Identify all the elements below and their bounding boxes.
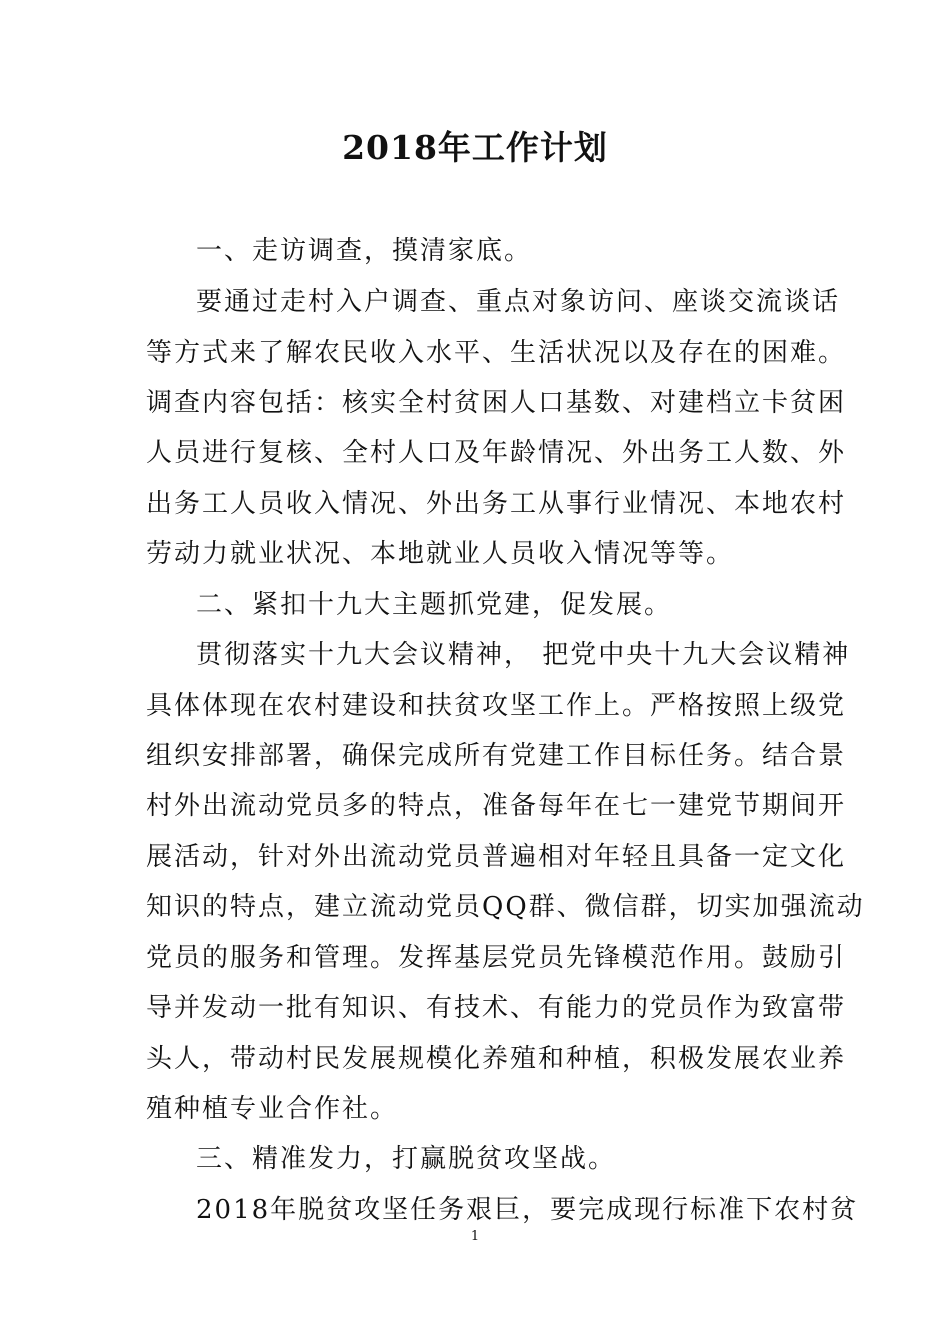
paragraph-line: 村外出流动党员多的特点，准备每年在七一建党节期间开 <box>146 791 847 821</box>
paragraph-line: 调查内容包括：核实全村贫困人口基数、对建档立卡贫困 <box>146 388 847 418</box>
paragraph-line: 组织安排部署，确保完成所有党建工作目标任务。结合景 <box>146 741 847 771</box>
paragraph-line: 人员进行复核、全村人口及年龄情况、外出务工人数、外 <box>146 438 847 468</box>
paragraph-line: 贯彻落实十九大会议精神， 把党中央十九大会议精神 <box>196 640 851 670</box>
paragraph-line: 劳动力就业状况、本地就业人员收入情况等等。 <box>146 539 735 569</box>
paragraph-line: 导并发动一批有知识、有技术、有能力的党员作为致富带 <box>146 993 847 1023</box>
page-number: 1 <box>470 1229 480 1244</box>
paragraph-line: 展活动，针对外出流动党员普遍相对年轻且具备一定文化 <box>146 842 847 872</box>
section-heading-1: 一、走访调查，摸清家底。 <box>196 236 533 266</box>
paragraph-line: 具体体现在农村建设和扶贫攻坚工作上。严格按照上级党 <box>146 691 847 721</box>
section-heading-3: 三、精准发力，打赢脱贫攻坚战。 <box>196 1144 617 1174</box>
paragraph-line: 知识的特点，建立流动党员QQ群、微信群，切实加强流动 <box>146 892 865 922</box>
section-heading-2: 二、紧扣十九大主题抓党建，促发展。 <box>196 590 673 620</box>
paragraph-line: 要通过走村入户调查、重点对象访问、座谈交流谈话 <box>196 287 841 317</box>
paragraph-line: 头人，带动村民发展规模化养殖和种植，积极发展农业养 <box>146 1044 847 1074</box>
paragraph-line: 殖种植专业合作社。 <box>146 1094 399 1124</box>
paragraph-line: 等方式来了解农民收入水平、生活状况以及存在的困难。 <box>146 338 847 368</box>
paragraph-line: 出务工人员收入情况、外出务工从事行业情况、本地农村 <box>146 489 847 519</box>
paragraph-line: 2018年脱贫攻坚任务艰巨，要完成现行标准下农村贫 <box>196 1195 859 1225</box>
document-title: 2018年工作计划 <box>342 128 608 167</box>
paragraph-line: 党员的服务和管理。发挥基层党员先锋模范作用。鼓励引 <box>146 943 847 973</box>
